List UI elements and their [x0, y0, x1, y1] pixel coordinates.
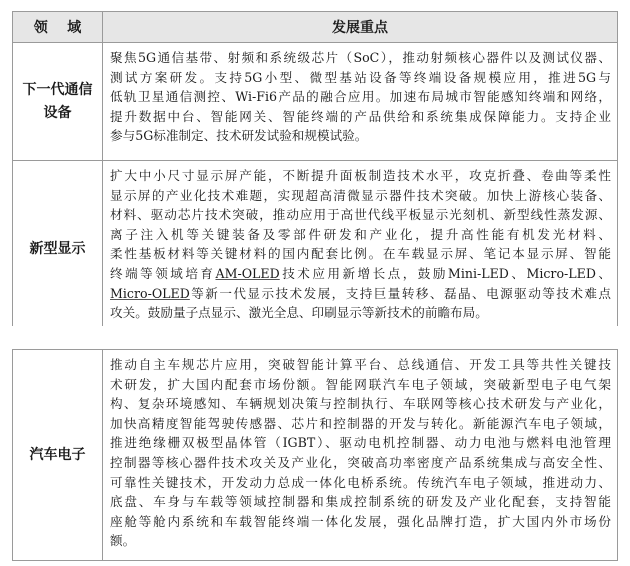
domain-label: 下一代通信 — [22, 81, 93, 98]
domain-cell — [13, 350, 103, 561]
text-line: 加快高精度智能驾驶传感器、芯片和控制器的开发与转化。新能源汽车电子领域， — [110, 415, 611, 431]
text-line: 聚焦5G通信基带、射频和系统级芯片（SoC），推动射频核心器件以及测试仪器、 — [110, 50, 611, 65]
text-line: 座舱等舱内系统和车载智能终端一体化发展，强化品牌打造，扩大国内外市场份 — [110, 513, 611, 529]
text-line: 攻关。鼓励量子点显示、激光全息、印刷显示等新技术的前瞻布局。 — [110, 305, 488, 321]
header-focus: 发展重点 — [103, 12, 618, 43]
table-row — [13, 350, 618, 561]
focus-description — [103, 350, 618, 561]
domain-cell — [13, 43, 103, 161]
text-line: 额。 — [110, 533, 136, 549]
text-line: 构、复杂环境感知、车辆规划决策与控制执行、车联网等核心技术研发与产业化， — [110, 396, 611, 412]
domain-label: 新型显示 — [29, 241, 86, 257]
text-line: 推动自主车规芯片应用，突破智能计算平台、总线通信、开发工具等共性关键技 — [110, 357, 611, 372]
domain-cell — [13, 161, 103, 339]
text-line: 低轨卫星通信测控、Wi-Fi6产品的融合应用。加速布局城市智能感知终端和网络， — [110, 89, 611, 105]
development-focus-table — [12, 11, 618, 339]
text-line: 柔性基板材料等关键材料的国内配套比例。在车载显示屏、笔记本显示屏、智能 — [110, 246, 611, 262]
focus-description — [103, 43, 618, 161]
text-line: 控制器等核心器件技术攻关及产业化，突破高功率密度产品系统集成与高安全性、 — [110, 454, 611, 470]
text-line: 显示屏的产业化技术难题，实现超高清微显示器件技术突破。加快上游核心装备、 — [110, 187, 611, 203]
text-line: 提升数据中台、智能网关、智能终端的产品供给和系统集成保障能力。支持企业 — [110, 108, 611, 124]
text-line: 推进绝缘栅双极型晶体管（IGBT）、驱动电机控制器、动力电池与燃料电池管理 — [110, 435, 611, 451]
text-line: 参与5G标准制定、技术研发试验和规模试验。 — [110, 128, 368, 144]
text-line: 终端等领域培育AM-OLED技术应用新增长点，鼓励Mini-LED、Micro-LED、 — [110, 265, 611, 281]
text-line: 扩大中小尺寸显示屏产能，不断提升面板制造技术水平，攻克折叠、卷曲等柔性 — [110, 168, 611, 183]
focus-description — [103, 161, 618, 339]
domain-label: 设备 — [43, 104, 72, 121]
text-line: 测试方案研发。支持5G小型、微型基站设备等终端设备规模应用，推进5G与 — [110, 69, 611, 85]
text-line: 术研发，扩大国内配套市场份额。智能网联汽车电子领域，突破新型电子电气架 — [110, 376, 611, 392]
table-row — [13, 161, 618, 339]
domain-label: 汽车电子 — [29, 446, 86, 463]
text-line: Micro-OLED等新一代显示技术发展，支持巨量转移、磊晶、电源驱动等技术难点 — [110, 285, 611, 301]
table-header-row — [13, 12, 618, 43]
text-line: 可靠性关键技术，开发动力总成一体化电桥系统。传统汽车电子领域，推进动力、 — [110, 474, 611, 490]
text-line: 材料、驱动芯片技术突破，推动应用于高世代线平板显示光刻机、新型线性蒸发源、 — [110, 207, 611, 223]
development-focus-table-continued — [12, 349, 618, 561]
header-domain: 领 域 — [13, 12, 103, 43]
text-line: 底盘、车身与车载等领域控制器和集成控制系统的研发及产业化配套，支持智能 — [110, 494, 611, 510]
table-row — [13, 43, 618, 161]
text-line: 离子注入机等关键装备及零部件研发和产业化，提升高性能有机发光材料、 — [110, 226, 611, 242]
page-break-gap — [0, 326, 630, 348]
